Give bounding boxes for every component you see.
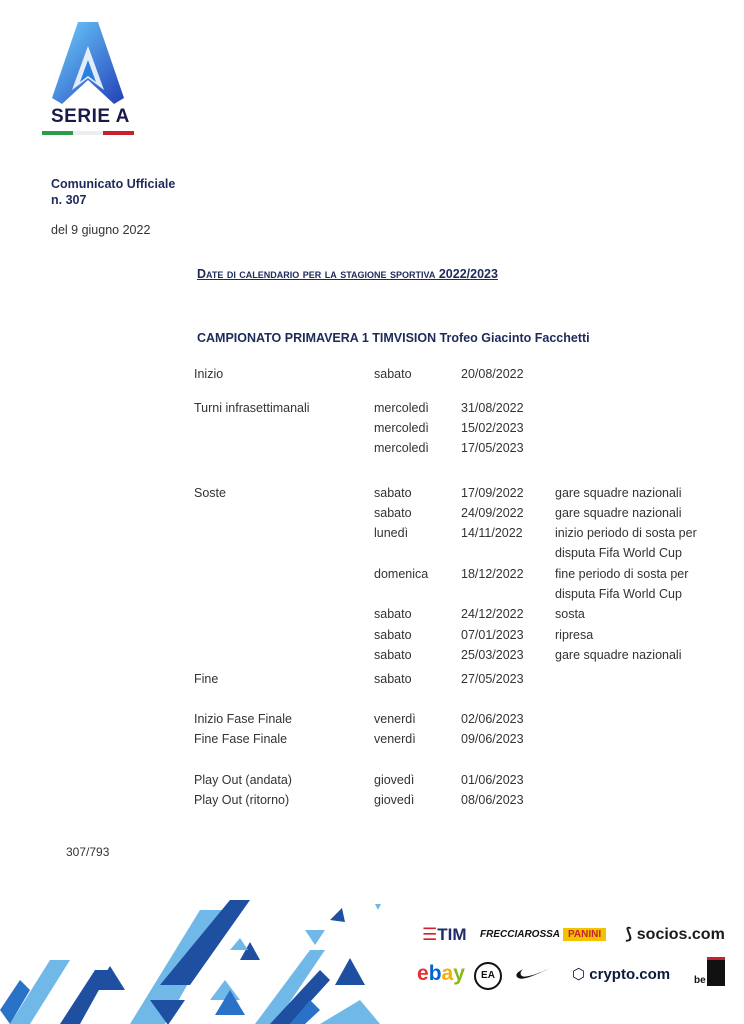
- calendar-date-cell: 17/09/2022: [461, 486, 524, 500]
- calendar-day-cell: sabato: [374, 506, 412, 520]
- sponsor-crypto-label: crypto.com: [589, 966, 671, 983]
- calendar-date-cell: 18/12/2022: [461, 567, 524, 581]
- communique-date: del 9 giugno 2022: [51, 223, 151, 237]
- calendar-day-cell: sabato: [374, 648, 412, 662]
- socios-icon: ⟆: [625, 926, 633, 943]
- calendar-day-cell: domenica: [374, 567, 429, 581]
- ebay-letter-a: a: [441, 962, 454, 985]
- footer-decoration: [0, 890, 400, 1024]
- sponsor-crypto: [572, 965, 670, 983]
- sponsor-socios-label: socios.com: [636, 926, 725, 943]
- calendar-date-cell: 17/05/2023: [461, 441, 524, 455]
- sponsor-ea: [474, 962, 502, 990]
- calendar-day-cell: sabato: [374, 367, 412, 381]
- italian-flag-bar: [42, 131, 134, 135]
- calendar-date-cell: 20/08/2022: [461, 367, 524, 381]
- calendar-note-cell: disputa Fifa World Cup: [555, 587, 682, 601]
- calendar-day-cell: mercoledì: [374, 401, 429, 415]
- calendar-label-cell: Play Out (ritorno): [194, 793, 290, 807]
- nike-swoosh-icon: [515, 965, 555, 981]
- calendar-date-cell: 25/03/2023: [461, 648, 524, 662]
- crypto-icon: ⬡: [572, 966, 586, 983]
- calendar-date-cell: 31/08/2022: [461, 401, 524, 415]
- calendar-date-cell: 24/12/2022: [461, 607, 524, 621]
- calendar-label-cell: Inizio Fase Finale: [194, 712, 292, 726]
- calendar-day-cell: sabato: [374, 607, 412, 621]
- calendar-day-cell: venerdì: [374, 732, 416, 746]
- calendar-day-cell: venerdì: [374, 712, 416, 726]
- calendar-day-cell: sabato: [374, 486, 412, 500]
- ebay-letter-e: e: [417, 962, 429, 985]
- sponsor-frecciarossa: FRECCIAROSSA: [480, 929, 561, 940]
- document-heading: Date di calendario per la stagione sportiva 2022/2023: [197, 267, 498, 281]
- calendar-date-cell: 07/01/2023: [461, 628, 524, 642]
- calendar-note-cell: inizio periodo di sosta per: [555, 526, 697, 540]
- calendar-date-cell: 01/06/2023: [461, 773, 524, 787]
- calendar-label-cell: Play Out (andata): [194, 773, 292, 787]
- calendar-date-cell: 09/06/2023: [461, 732, 524, 746]
- communique-title-line1: Comunicato Ufficiale: [51, 177, 176, 191]
- sponsor-panini: PANINI: [563, 928, 606, 941]
- calendar-note-cell: gare squadre nazionali: [555, 506, 682, 520]
- sponsor-socios: [625, 924, 725, 944]
- calendar-note-cell: fine periodo di sosta per: [555, 567, 689, 581]
- calendar-date-cell: 24/09/2022: [461, 506, 524, 520]
- calendar-label-cell: Inizio: [194, 367, 224, 381]
- section-title: CAMPIONATO PRIMAVERA 1 TIMVISION Trofeo Giacinto Facchetti: [197, 331, 590, 345]
- calendar-day-cell: sabato: [374, 672, 412, 686]
- logo-text: SERIE A: [51, 106, 130, 127]
- sponsor-bet-label: be: [694, 975, 706, 986]
- communique-title: [51, 176, 175, 208]
- calendar-date-cell: 27/05/2023: [461, 672, 524, 686]
- sponsor-bet: [694, 957, 725, 986]
- calendar-note-cell: disputa Fifa World Cup: [555, 546, 682, 560]
- calendar-day-cell: mercoledì: [374, 421, 429, 435]
- ebay-letter-b: b: [428, 962, 442, 985]
- ebay-letter-y: y: [453, 962, 465, 985]
- calendar-date-cell: 14/11/2022: [461, 526, 523, 540]
- calendar-note-cell: gare squadre nazionali: [555, 486, 682, 500]
- communique-number: n. 307: [51, 193, 87, 207]
- sponsor-ebay: [417, 962, 465, 986]
- tim-icon: ☰: [422, 925, 438, 944]
- calendar-label-cell: Fine Fase Finale: [194, 732, 288, 746]
- calendar-day-cell: giovedì: [374, 793, 415, 807]
- calendar-day-cell: lunedì: [374, 526, 409, 540]
- calendar-day-cell: giovedì: [374, 773, 415, 787]
- ea-logo-text: EA: [481, 970, 495, 981]
- bet-logo-icon: [707, 957, 725, 986]
- calendar-date-cell: 08/06/2023: [461, 793, 524, 807]
- sponsor-tim-label: TIM: [437, 925, 467, 944]
- calendar-note-cell: sosta: [555, 607, 585, 621]
- calendar-note-cell: gare squadre nazionali: [555, 648, 682, 662]
- calendar-day-cell: mercoledì: [374, 441, 429, 455]
- calendar-label-cell: Fine: [194, 672, 219, 686]
- calendar-label-cell: Soste: [194, 486, 226, 500]
- calendar-date-cell: 15/02/2023: [461, 421, 524, 435]
- calendar-label-cell: Turni infrasettimanali: [194, 401, 310, 415]
- calendar-day-cell: sabato: [374, 628, 412, 642]
- page-number: 307/793: [66, 845, 110, 859]
- calendar-date-cell: 02/06/2023: [461, 712, 524, 726]
- calendar-note-cell: ripresa: [555, 628, 594, 642]
- sponsor-tim: [422, 925, 467, 945]
